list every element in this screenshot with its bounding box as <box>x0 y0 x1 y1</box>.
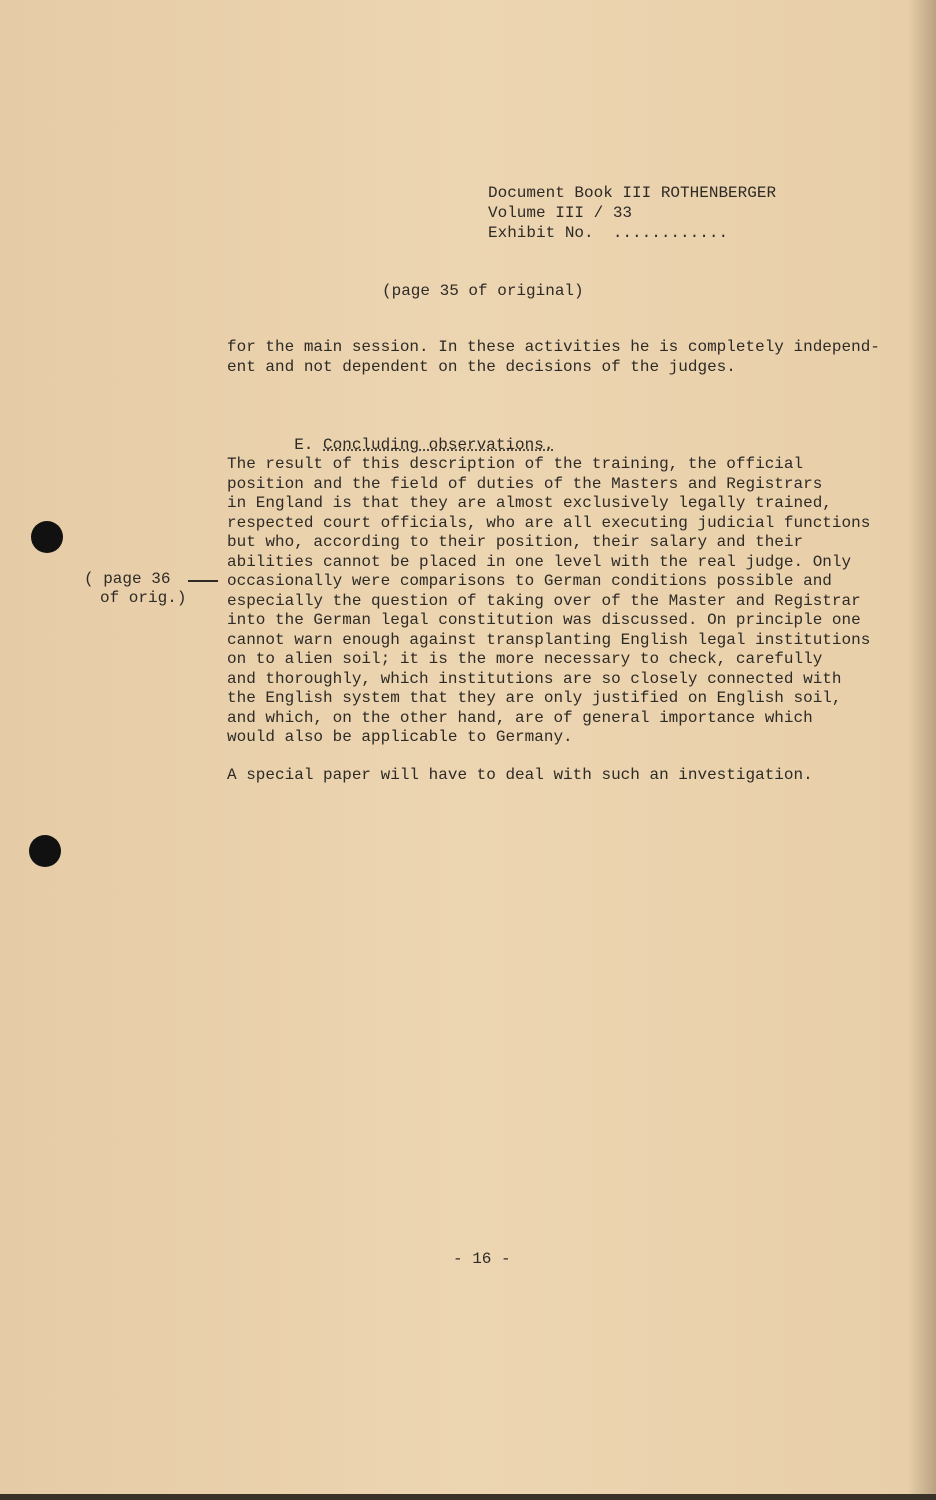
closing-line: A special paper will have to deal with such an investigation. <box>227 766 813 784</box>
page-reference: (page 35 of original) <box>382 282 584 300</box>
paragraph-line: and which, on the other hand, are of general importance which <box>227 708 813 727</box>
paragraph-line: but who, according to their position, their salary and their <box>227 533 804 551</box>
punch-hole <box>29 835 61 867</box>
page-number: - 16 - <box>453 1250 511 1268</box>
margin-note-line-2: of orig.) <box>100 589 187 607</box>
punch-hole <box>31 521 63 553</box>
paragraph-line: position and the field of duties of the Masters and Registrars <box>227 474 823 493</box>
margin-note-line-1: ( page 36 <box>84 570 171 588</box>
header-line-2: Volume III / 33 <box>488 204 633 222</box>
continuation-line: for the main session. In these activities he is completely independ- <box>227 338 880 356</box>
header-line-1: Document Book III ROTHENBERGER <box>488 184 777 202</box>
header-line-3: Exhibit No. ............ <box>488 224 729 242</box>
paragraph-line: cannot warn enough against transplanting English legal institutions <box>227 630 871 649</box>
paragraph-line: the English system that they are only justified on English soil, <box>227 689 842 707</box>
paragraph-line: The result of this description of the training, the official <box>227 455 804 473</box>
paragraph-line: would also be applicable to Germany. <box>227 728 573 746</box>
section-letter: E. <box>294 435 314 454</box>
margin-note-arrow <box>188 580 218 582</box>
section-title: Concluding observations. <box>323 435 554 454</box>
paragraph-line: and thoroughly, which institutions are so closely connected with <box>227 669 842 688</box>
paragraph-line: respected court officials, who are all executing judicial functions <box>227 513 871 532</box>
paragraph-line: on to alien soil; it is the more necessary to check, carefully <box>227 650 823 668</box>
scan-edge <box>0 1494 936 1500</box>
continuation-line: ent and not dependent on the decisions of the judges. <box>227 358 736 376</box>
paragraph-line: occasionally were comparisons to German conditions possible and <box>227 572 832 590</box>
paragraph-line: abilities cannot be placed in one level with the real judge. Only <box>227 552 852 571</box>
section-heading <box>275 416 553 455</box>
paragraph-line: especially the question of taking over of the Master and Registrar <box>227 591 861 610</box>
paragraph-line: in England is that they are almost exclusively legally trained, <box>227 494 832 512</box>
paragraph-line: into the German legal constitution was discussed. On principle one <box>227 611 861 629</box>
